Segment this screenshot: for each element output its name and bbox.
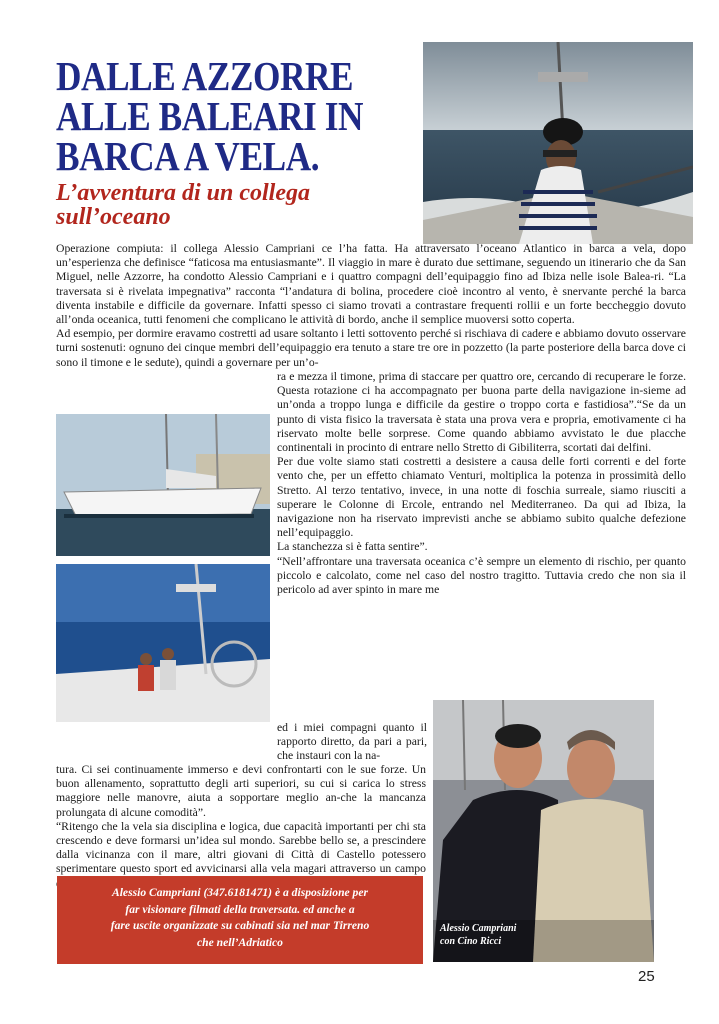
- paragraph: ed i miei compagni quanto il rapporto diretto, da pari a pari, che instauri con la na-: [277, 721, 427, 763]
- callout-line: Alessio Campriani (347.6181471) è a disposizione per: [111, 886, 369, 899]
- page-number: 25: [638, 968, 655, 985]
- photo-crew-on-deck: [56, 564, 270, 722]
- paragraph: La stanchezza si è fatta sentire”.: [277, 540, 428, 554]
- caption-line: Alessio Campriani: [440, 923, 517, 934]
- article-bottom-text: [56, 763, 426, 891]
- paragraph: Operazione compiuta: il collega Alessio Campriani ce l’ha fatta. Ha attraversato l’oceano Atlantico in barca a vela, dopo un’esperienza che definisce “faticosa ma entusiasmante”. Il viaggio in mare è durato due settimane, seguendo un itinerario che da San Miguel, nelle Azzorre, ha condotto Alessio Campriani e i quattro compagni dell’equipaggio fino ad Ibiza nelle isole Balea-ri. “La traversata si è rivelata impegnativa” racconta “l’andatura di bolina, procedere cioè incontro al vento, è snervante perché la barca diventa instabile e difficile da governare. Infatti spesso ci siamo trovati a contrastare frequenti rollii e un forte beccheggio dovuto all’onda oceanica, tutti fenomeni che complicano le attività di bordo, anche il semplice muoversi sotto coperta.: [56, 242, 686, 327]
- paragraph: “Nell’affrontare una traversata oceanica c’è sempre un elemento di rischio, per quanto piccolo e calcolato, come nel caso del nostro tragitto. Tuttavia credo che non sia il pericolo ad aver spinto in mare me: [277, 554, 686, 597]
- article-column: [277, 370, 686, 597]
- caption-line: con Cino Ricci: [440, 936, 502, 947]
- article-title: DALLE AZZORRE ALLE BALEARI IN BARCA A VELA.: [56, 53, 364, 179]
- paragraph: Per due volte siamo stati costretti a desistere a causa delle forti correnti e del forte vento che, per un effetto chiamato Venturi, moltiplica la potenza in prossimità dello Stretto. Al terzo tentativo, invece, in una notte di foschia surreale, siamo riusciti a superare le Colonne di Ercole, entrando nel Mediterraneo. Da qui ad Ibiza, la navigazione non ha riservato imprevisti anche se abbiamo subito qualche defezione nell’equipaggio.: [277, 455, 686, 540]
- callout-line: fare uscite organizzate su cabinati sia nel mar Tirreno: [110, 919, 370, 932]
- info-callout-box: [57, 876, 423, 964]
- photo-sailboat-harbour: [56, 414, 270, 556]
- article-intro: [56, 242, 686, 370]
- article-narrow-text: [277, 721, 427, 764]
- photo-caption: [440, 922, 516, 948]
- paragraph: “Ritengo che la vela sia disciplina e logica, due capacità importanti per chi sta crescendo e deve formarsi un’idea sul mondo. Sarebbe bello se, a prescindere dalla vicinanza con il mare, altri giovani di Città di Castello potessero sperimentare questo sport ed avvicinarsi alla vela magari attraverso un campo: [56, 819, 426, 876]
- callout-line: far visionare filmati della traversata. ed anche a: [125, 902, 355, 916]
- photo-sailor-at-sea: [423, 42, 693, 244]
- paragraph: Ad esempio, per dormire eravamo costretti ad usare soltanto i letti sottovento perché si rischiava di cadere e abbiamo dovuto osservare turni sostenuti: ognuno dei cinque membri dell’equipaggio era tenuto a stare tre ore in pozzetto (la parte posteriore della barca dove ci sono il timone e le sedute), quindi a governare per un’o-: [56, 327, 686, 369]
- article-subtitle: L’avventura di un collega sull’oceano: [56, 180, 310, 230]
- callout-line: che nell’Adriatico: [197, 935, 283, 949]
- paragraph: tura. Ci sei continuamente immerso e devi confrontarti con le sue forze. Un buon allenamento, soprattutto degli arti superiori, su cui si carica lo stress maggiore nelle manovre, aiuta a sopportare meglio an-che la mancanza prolungata di alcune comodità”.: [56, 763, 426, 819]
- paragraph: ra e mezza il timone, prima di staccare per quattro ore, cercando di recuperare le forze. Questa rotazione ci ha accompagnato per buona parte della navigazione in-sieme ad un’onda a troppo lunga e difficile da gestire o troppo corta e fastidiosa”.“Se da un punto di vista fisico la traversata è stata una prova vera e propria, emotivamente ci ha riservato molte belle sorprese. Come quando abbiamo avvistato le due placche continentali in procinto di entrare nello Stretto di Gibiliterra, scortati dai delfini.: [277, 370, 686, 455]
